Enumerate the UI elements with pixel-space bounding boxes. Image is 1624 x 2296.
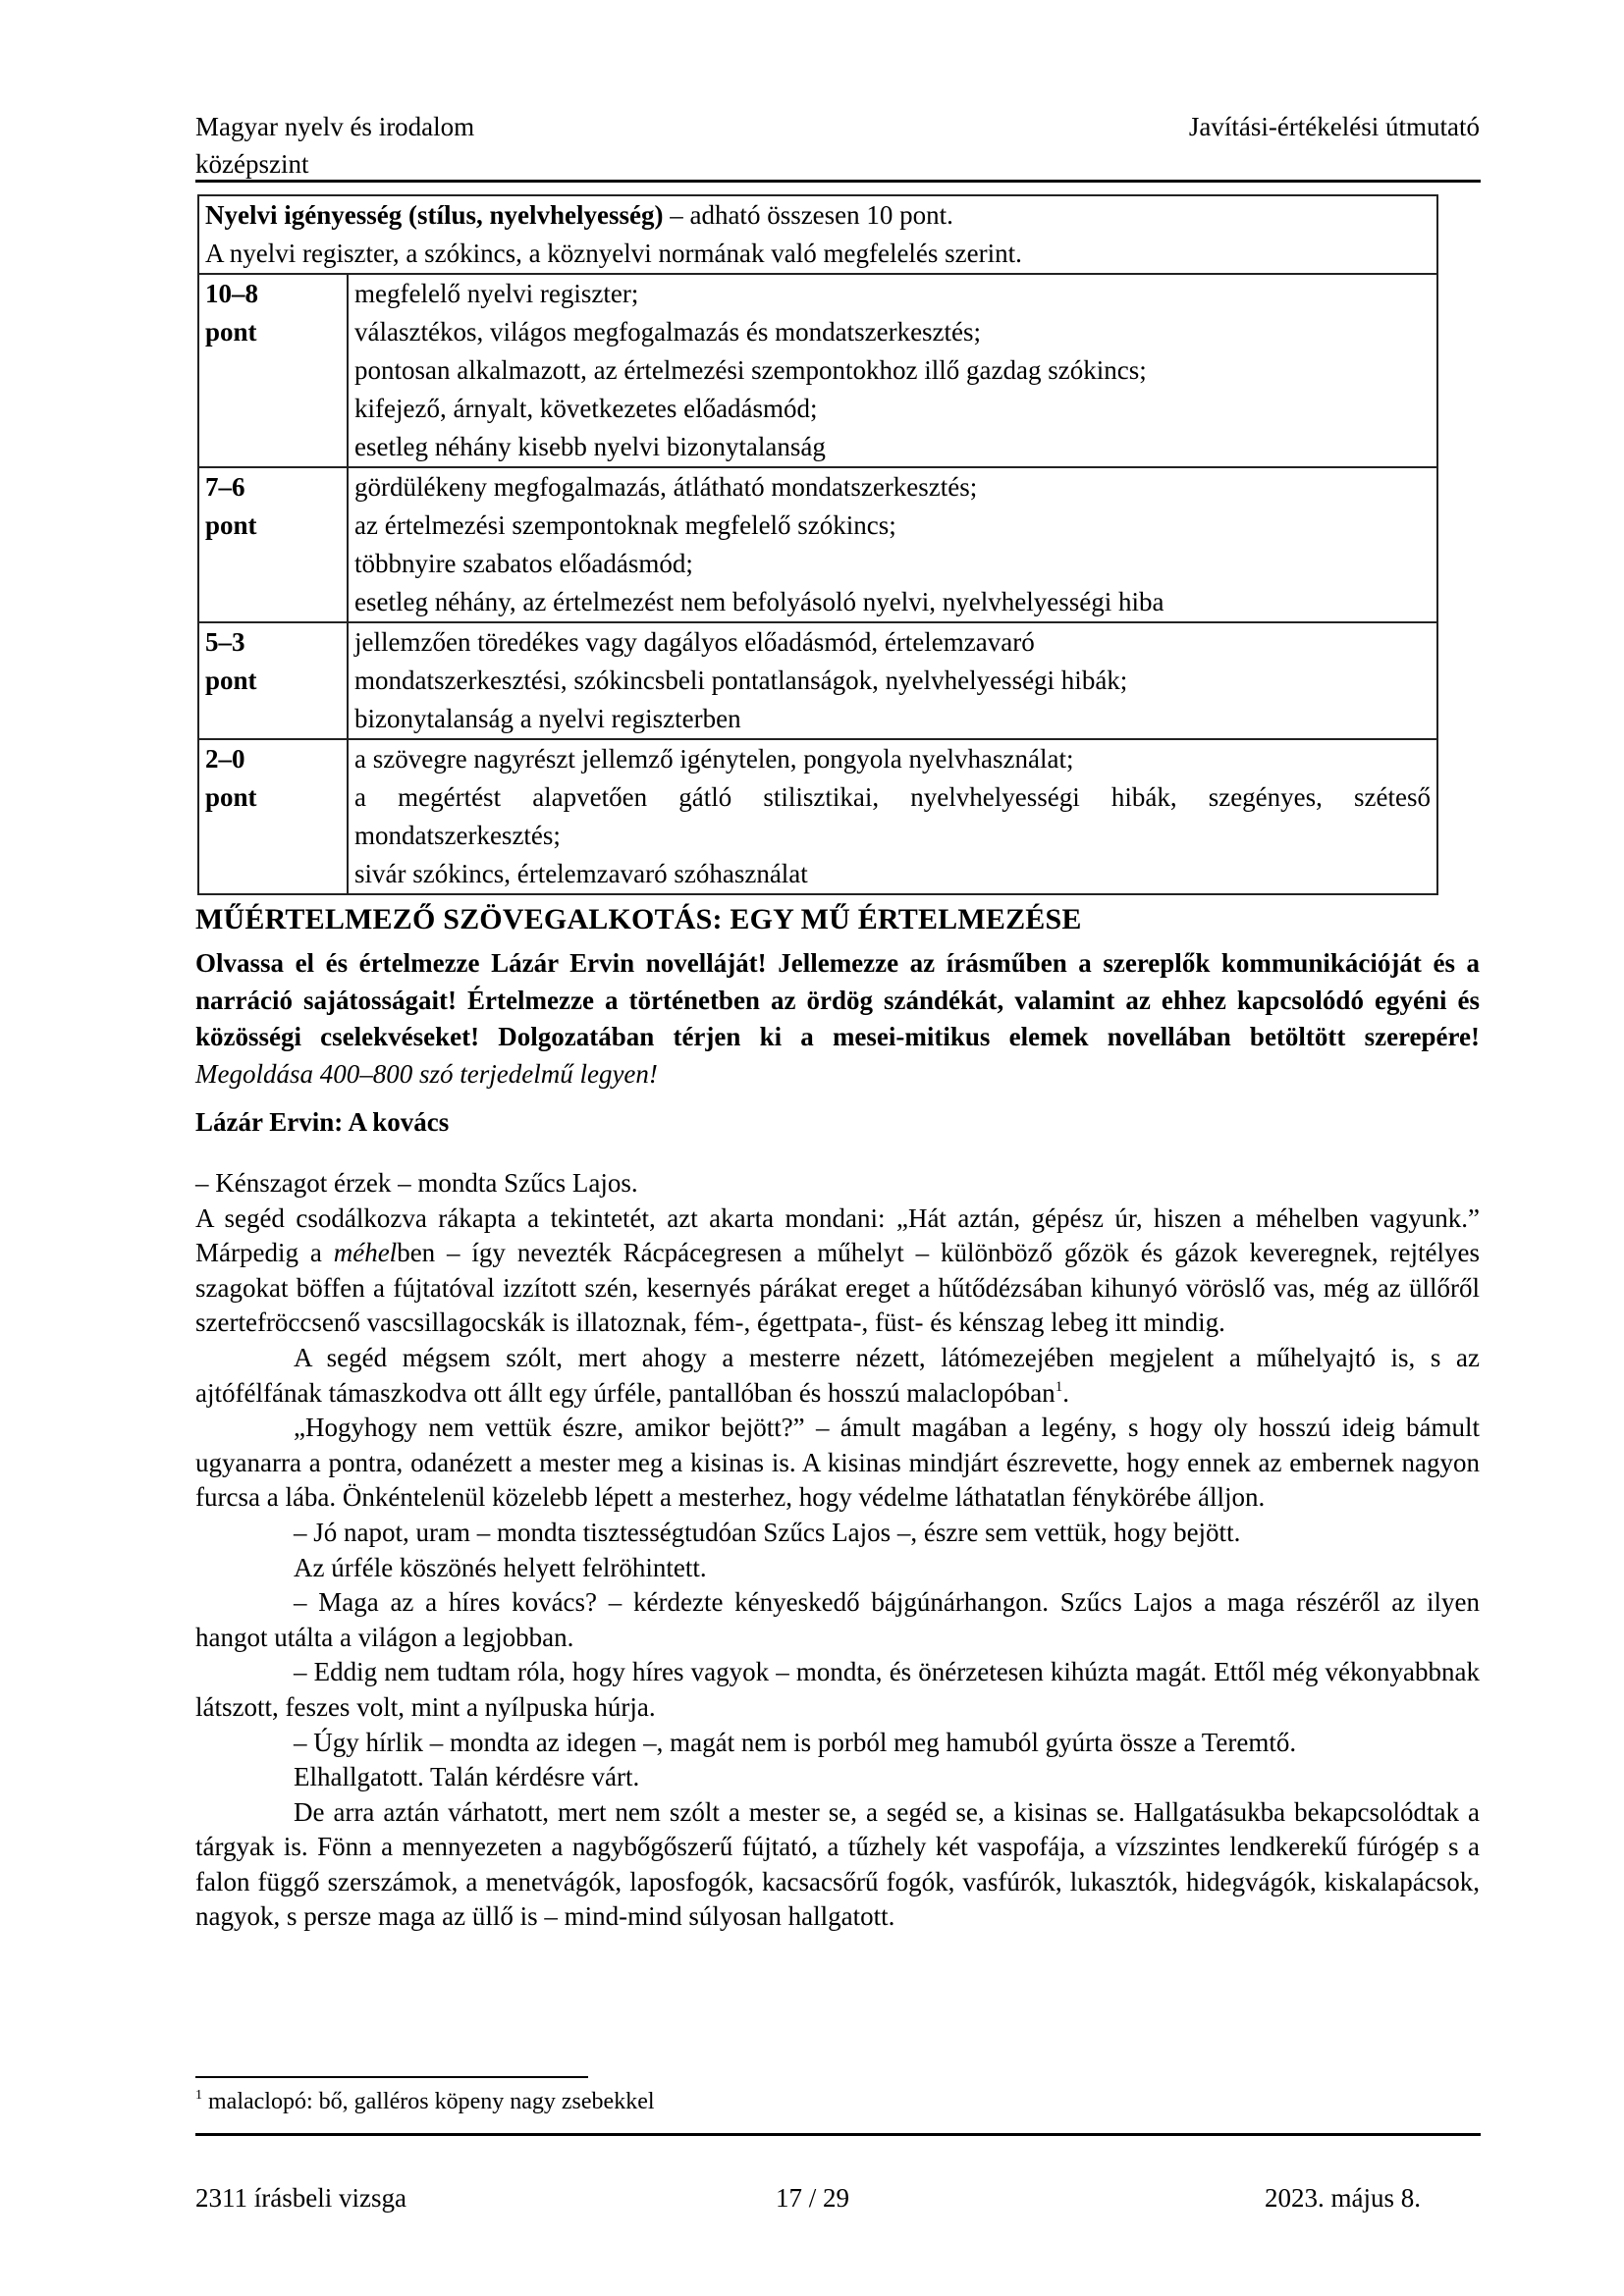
criterion: bizonytalanság a nyelvi regiszterben — [354, 704, 741, 733]
task-text: Olvassa el és értelmezze Lázár Ervin novelláját! Jellemezze az írásműben a szereplők kommunikációját és a narráció sajátosságait! Értelmezze a történetben az ördög szándékát, valamint az ehhez kapcsolódó egyéni és közösségi cselekvéseket! Dolgozatában térjen ki a mesei-mitikus elemek novellában betöltött szerepére! — [195, 948, 1480, 1051]
criterion: esetleg néhány, az értelmezést nem befolyásoló nyelvi, nyelvhelyességi hiba — [354, 587, 1164, 616]
score-range: 10–8 — [205, 279, 258, 308]
score-unit: pont — [205, 666, 257, 695]
section-title: MŰÉRTELMEZŐ SZÖVEGALKOTÁS: EGY MŰ ÉRTELMEZÉSE — [195, 903, 1082, 935]
footer-rule — [195, 2133, 1481, 2136]
criterion: választékos, világos megfogalmazás és mondatszerkesztés; — [354, 317, 982, 347]
footnote-text: malaclopó: bő, galléros köpeny nagy zsebekkel — [202, 2089, 655, 2114]
footer-page-number: 17 / 29 — [776, 2183, 850, 2213]
criterion: többnyire szabatos előadásmód; — [354, 549, 693, 578]
score-cell — [198, 467, 348, 622]
rubric-row — [198, 739, 1437, 894]
story-paragraph — [195, 1201, 1480, 1341]
score-range: 7–6 — [205, 472, 245, 502]
story-paragraph: Az úrféle köszönés helyett felröhintett. — [294, 1552, 707, 1582]
rubric-intro — [198, 195, 1437, 274]
criterion: gördülékeny megfogalmazás, átlátható mondatszerkesztés; — [354, 472, 978, 502]
criterion: megfelelő nyelvi regiszter; — [354, 279, 639, 308]
score-cell — [198, 739, 348, 894]
story-paragraph: – Úgy hírlik – mondta az idegen –, magát nem is porból meg hamuból gyúrta össze a Teremtő. — [294, 1727, 1297, 1757]
story-text — [195, 1166, 1480, 1935]
criterion: esetleg néhány kisebb nyelvi bizonytalanság — [354, 432, 826, 461]
story-text-segment: . — [1062, 1377, 1069, 1408]
score-range: 2–0 — [205, 744, 245, 774]
rubric-subtitle: A nyelvi regiszter, a szókincs, a köznyelvi normának való megfelelés szerint. — [205, 239, 1022, 268]
criterion: jellemzően töredékes vagy dagályos előadásmód, értelemzavaró mondatszerkesztési, szókincsbeli pontatlanságok, nyelvhelyességi hibák; — [354, 627, 1128, 695]
story-text-segment: ben – így nevezték Rácpácegresen a műhelyt – különböző gőzök és gázok keveregnek, rejtélyes szagokat böffen a fújtatóval izzított szén, kesernyés párákat ereget a hűtődézsában kihunyó vöröslő vas, még az üllőről szertefröccsenő vascsillagocskák is illatoznak, fém-, égettpata-, füst- és kénszag lebeg itt mindig. — [195, 1238, 1480, 1338]
score-cell — [198, 622, 348, 739]
doc-type-label: Javítási-értékelési útmutató — [1188, 112, 1480, 141]
criteria-cell — [348, 274, 1437, 467]
score-range: 5–3 — [205, 627, 245, 657]
rubric-title: Nyelvi igényesség (stílus, nyelvhelyesség) — [205, 200, 664, 230]
story-paragraph: Elhallgatott. Talán kérdésre várt. — [294, 1762, 640, 1792]
score-unit: pont — [205, 510, 257, 540]
header-left — [195, 108, 474, 183]
footnote-marker: 1 — [1055, 1378, 1063, 1395]
criterion: sivár szókincs, értelemzavaró szóhasználat — [354, 859, 808, 888]
footnote-number: 1 — [195, 2088, 202, 2103]
criterion: pontosan alkalmazott, az értelmezési szempontokhoz illő gazdag szókincs; — [354, 355, 1147, 385]
criteria-cell — [348, 739, 1437, 894]
story-italic-word: méhel — [333, 1238, 398, 1268]
story-title: Lázár Ervin: A kovács — [195, 1107, 450, 1137]
footer-exam: 2311 írásbeli vizsga — [195, 2183, 406, 2213]
criterion: kifejező, árnyalt, következetes előadásmód; — [354, 394, 818, 423]
footnote-rule — [195, 2076, 588, 2078]
footer-date: 2023. május 8. — [1265, 2183, 1421, 2213]
story-text-segment: A segéd csodálkozva rákapta a tekintetét, azt akarta mondani: „Hát aztán, gépész úr, hiszen a méhelben vagyunk.” Márpedig a — [195, 1202, 1480, 1268]
score-cell — [198, 274, 348, 467]
header-rule — [195, 180, 1481, 183]
criteria-cell — [348, 622, 1437, 739]
story-paragraph: – Kénszagot érzek – mondta Szűcs Lajos. — [195, 1168, 638, 1198]
story-paragraph: – Eddig nem tudtam róla, hogy híres vagyok – mondta, és önérzetesen kihúzta magát. Ettől még vékonyabbnak látszott, feszes volt, mint a nyílpuska húrja. — [195, 1657, 1480, 1722]
task-instructions — [195, 945, 1480, 1093]
score-unit: pont — [205, 782, 257, 812]
rubric-title-rest: – adható összesen 10 pont. — [663, 200, 953, 230]
level-label: középszint — [195, 149, 309, 179]
rubric-intro-row — [198, 195, 1437, 274]
story-paragraph: – Jó napot, uram – mondta tisztességtudóan Szűcs Lajos –, észre sem vettük, hogy bejött. — [294, 1517, 1241, 1547]
rubric-table — [197, 194, 1438, 895]
story-paragraph — [195, 1341, 1480, 1411]
footnote — [195, 2085, 655, 2118]
criterion: a megértést alapvetően gátló stilisztikai, nyelvhelyességi hibák, szegényes, széteső mondatszerkesztés; — [354, 782, 1431, 850]
story-text-segment: A segéd mégsem szólt, mert ahogy a mesterre nézett, látómezejében megjelent a műhelyajtó is, s az ajtófélfának támaszkodva ott állt egy úrféle, pantallóban és hosszú malaclopóban — [195, 1342, 1480, 1408]
score-unit: pont — [205, 317, 257, 347]
story-paragraph: „Hogyhogy nem vettük észre, amikor bejött?” – ámult magában a legény, s hogy oly hosszú ideig bámult ugyanarra a pontra, odanézett a mester meg a kisinas is. A kisinas mindjárt észrevette, hogy ennek az embernek nagyon furcsa a lába. Önkéntelenül közelebb lépett a mesterhez, hogy védelme láthatatlan fénykörébe álljon. — [195, 1413, 1480, 1513]
rubric-row — [198, 467, 1437, 622]
task-length-note: Megoldása 400–800 szó terjedelmű legyen! — [195, 1058, 658, 1089]
story-paragraph: De arra aztán várhatott, mert nem szólt a mester se, a segéd se, a kisinas se. Hallgatásukba bekapcsolódtak a tárgyak is. Fönn a mennyezeten a nagybőgőszerű fújtató, a tűzhely két vaspofája, a vízszintes lendkerekű fúrógép s a falon függő szerszámok, a menetvágók, laposfogók, kacsacsőrű fogók, vasfúrók, lukasztók, hidegvágók, kiskalapácsok, nagyok, s persze maga az üllő is – mind-mind súlyosan hallgatott. — [195, 1796, 1480, 1932]
story-paragraph: – Maga az a híres kovács? – kérdezte kényeskedő bájgúnárhangon. Szűcs Lajos a maga részéről az ilyen hangot utálta a világon a legjobban. — [195, 1587, 1480, 1652]
criteria-cell — [348, 467, 1437, 622]
criterion: a szövegre nagyrészt jellemző igénytelen, pongyola nyelvhasználat; — [354, 744, 1074, 774]
rubric-row — [198, 622, 1437, 739]
rubric-row — [198, 274, 1437, 467]
subject-label: Magyar nyelv és irodalom — [195, 112, 475, 141]
criterion: az értelmezési szempontoknak megfelelő szókincs; — [354, 510, 896, 540]
